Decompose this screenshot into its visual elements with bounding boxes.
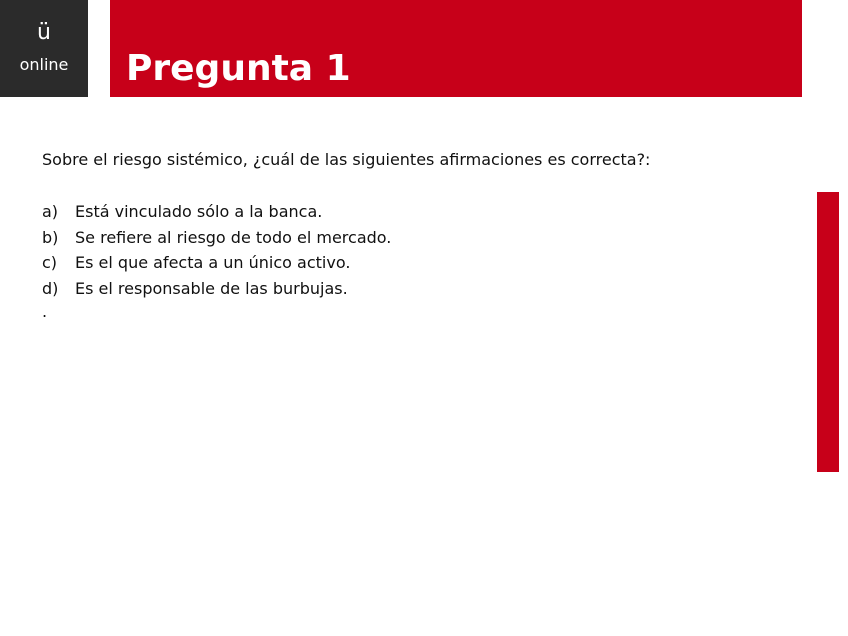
option-text: Es el que afecta a un único activo. xyxy=(75,253,351,272)
question-block xyxy=(42,149,782,323)
answer-options xyxy=(42,199,782,301)
title-bar xyxy=(110,0,802,97)
logo-text: online xyxy=(19,55,69,74)
page-title: Pregunta 1 xyxy=(126,48,351,89)
option-letter: d) xyxy=(42,278,59,298)
option-letter: a) xyxy=(42,202,59,221)
logo-mark-icon: ü xyxy=(37,20,51,45)
answer-option-a xyxy=(42,199,782,225)
option-text: Está vinculado sólo a la banca. xyxy=(75,202,323,221)
answer-option-c xyxy=(42,250,782,276)
option-letter: b) xyxy=(42,227,59,247)
option-letter: c) xyxy=(42,253,58,272)
answer-option-d xyxy=(42,276,782,302)
option-text: Es el responsable de las burbujas. xyxy=(75,278,348,298)
option-text: Se refiere al riesgo de todo el mercado. xyxy=(75,227,392,247)
side-accent-bar xyxy=(817,192,839,472)
brand-logo xyxy=(0,0,88,97)
question-text: Sobre el riesgo sistémico, ¿cuál de las siguientes afirmaciones es correcta?: xyxy=(42,150,651,169)
trailing-dot: . xyxy=(42,302,48,321)
answer-option-b xyxy=(42,225,782,251)
